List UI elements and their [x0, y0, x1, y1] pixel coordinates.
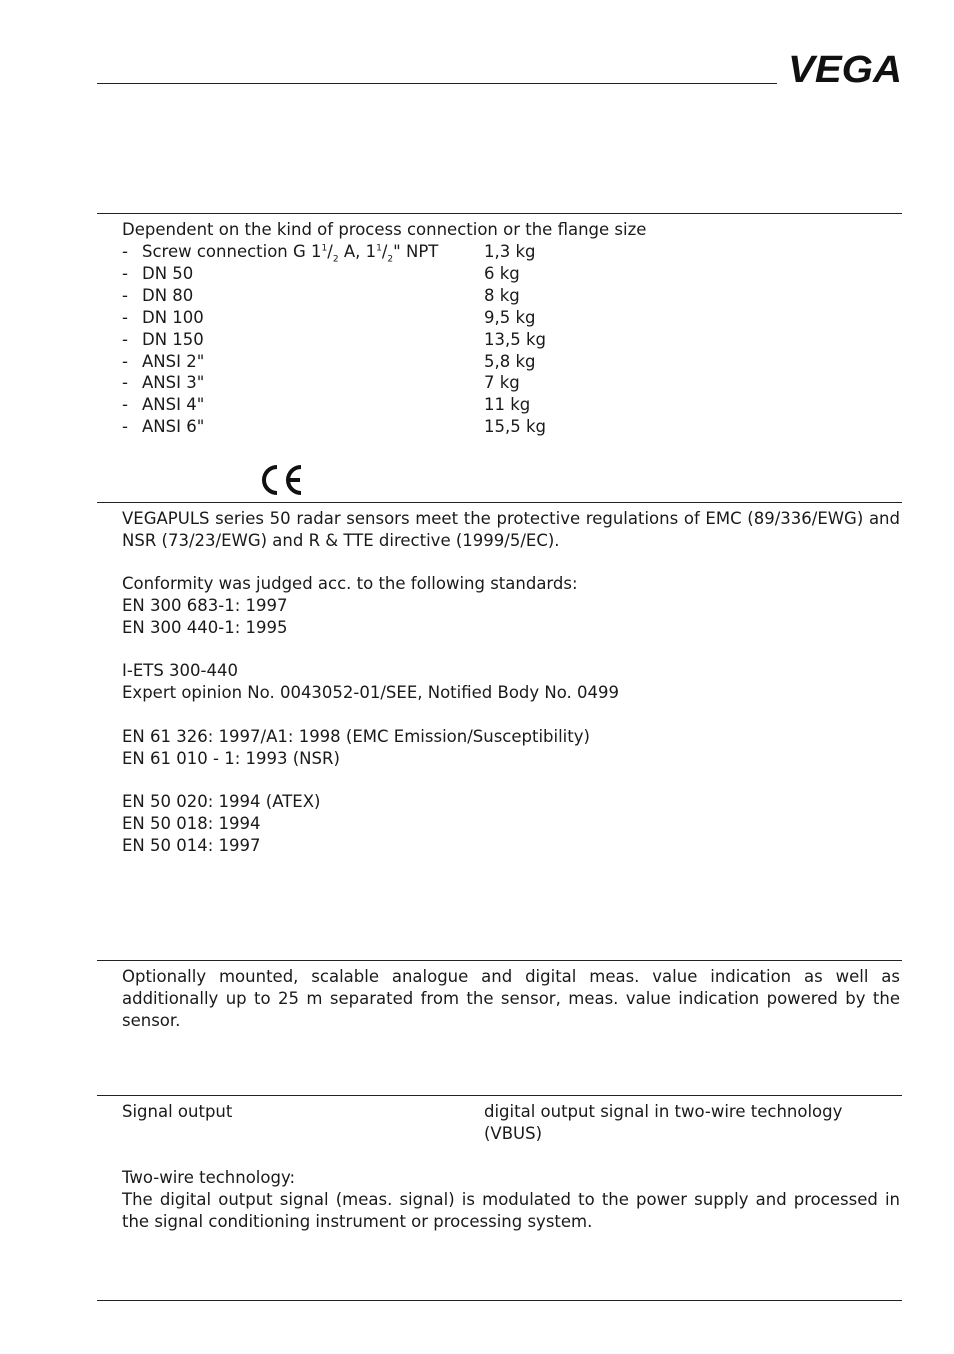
signal-output-value: [484, 1101, 842, 1145]
weight-intro: Dependent on the kind of process connection or the flange size: [122, 220, 647, 239]
standard-line: I-ETS 300-440: [122, 661, 238, 680]
standard-line: EN 300 683-1: 1997: [122, 596, 288, 615]
standard-line: EN 50 018: 1994: [122, 814, 261, 833]
bullet-dash: -: [122, 242, 128, 261]
two-wire-heading: Two-wire technology:: [122, 1168, 296, 1187]
standard-line: EN 50 014: 1997: [122, 836, 261, 855]
svg-text:VEGA: VEGA: [788, 50, 902, 86]
ce-mark-icon: [256, 462, 306, 498]
weight-label: DN 80: [142, 286, 194, 305]
signal-output-value-line: (VBUS): [484, 1124, 543, 1143]
vega-logo: [788, 50, 904, 86]
two-wire-text: The digital output signal (meas. signal) is modulated to the power supply and processed in the signal conditioning instrument or processing system.: [122, 1190, 900, 1231]
ce-compliance-text: VEGAPULS series 50 radar sensors meet the protective regulations of EMC (89/336/EWG) and NSR (73/23/EWG) and R & TTE directive (1999/5/EC).: [122, 509, 900, 550]
standard-line: EN 50 020: 1994 (ATEX): [122, 792, 321, 811]
standard-line: EN 61 010 - 1: 1993 (NSR): [122, 749, 340, 768]
weight-label: DN 150: [142, 330, 204, 349]
weight-value: 1,3 kg: [484, 242, 536, 261]
weight-value: 13,5 kg: [484, 330, 547, 349]
weight-label: Screw connection G $1^1/_2$ A, $1^1/_2$" NPT: [142, 242, 439, 265]
footer-rule: [97, 1300, 902, 1301]
section-rule-weight: [97, 213, 902, 214]
conformity-heading: Conformity was judged acc. to the following standards:: [122, 574, 578, 593]
weight-label: ANSI 6": [142, 417, 205, 436]
standard-line: Expert opinion No. 0043052-01/SEE, Notified Body No. 0499: [122, 683, 620, 702]
weight-label: ANSI 2": [142, 352, 205, 371]
weight-value: 11 kg: [484, 395, 531, 414]
section-rule-output: [97, 1095, 902, 1096]
weight-value: 5,8 kg: [484, 352, 536, 371]
weight-value: 8 kg: [484, 286, 520, 305]
weight-label: ANSI 3": [142, 373, 205, 392]
section-rule-ce: [97, 502, 902, 503]
standard-line: EN 300 440-1: 1995: [122, 618, 288, 637]
signal-output-value-line: digital output signal in two-wire technology: [484, 1102, 843, 1121]
weight-value: 6 kg: [484, 264, 520, 283]
header-rule: [97, 83, 777, 84]
weight-label: ANSI 4": [142, 395, 205, 414]
indication-text: Optionally mounted, scalable analogue and digital meas. value indication as well as additionally up to 25 m separated from the sensor, meas. value indication powered by the sensor.: [122, 967, 900, 1030]
signal-output-label: Signal output: [122, 1102, 233, 1121]
weight-label: DN 100: [142, 308, 204, 327]
weight-label: DN 50: [142, 264, 194, 283]
standard-line: EN 61 326: 1997/A1: 1998 (EMC Emission/Susceptibility): [122, 727, 590, 746]
weight-value: 7 kg: [484, 373, 520, 392]
weight-value: 9,5 kg: [484, 308, 536, 327]
weight-value: 15,5 kg: [484, 417, 547, 436]
section-rule-indication: [97, 960, 902, 961]
